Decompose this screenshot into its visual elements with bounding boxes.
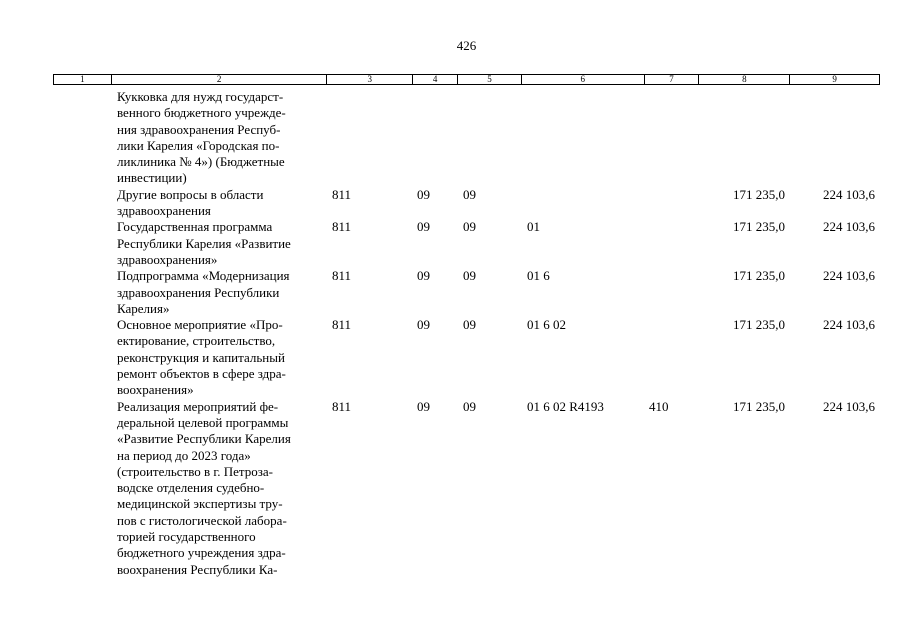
cell-target-article: 01 6 02 R4193 (527, 398, 604, 414)
cell-target-article: 01 6 (527, 268, 550, 284)
row-description: Реализация мероприятий фе- деральной целевой программы «Развитие Республики Карелия на период до 2023 года» (строительство в г. Петроза- водске отделения судебно- медицинской экспертизы тру- пов с гистологической лабора- торией государственного бюджетного учреждения здра- воохранения Республики Ка- (117, 398, 291, 577)
cell-amount-1: 171 235,0 (733, 317, 785, 333)
cell-subsection: 09 (463, 219, 476, 235)
table-row (117, 268, 897, 317)
cell-admin-code: 811 (332, 268, 352, 284)
cell-amount-1: 171 235,0 (733, 219, 785, 235)
cell-amount-2: 224 103,6 (823, 219, 875, 235)
header-col-9: 9 (832, 74, 837, 84)
cell-amount-1: 171 235,0 (733, 268, 785, 284)
cell-section: 09 (417, 268, 430, 284)
cell-amount-2: 224 103,6 (823, 268, 875, 284)
cell-amount-1: 171 235,0 (733, 398, 785, 414)
row-description: Государственная программа Республики Карелия «Развитие здравоохранения» (117, 219, 291, 267)
header-col-7: 7 (645, 75, 700, 84)
cell-target-article: 01 6 02 (527, 317, 566, 333)
cell-section: 09 (417, 219, 430, 235)
page-number: 426 (456, 38, 477, 53)
row-description: Кукковка для нужд государст- венного бюджетного учрежде- ния здравоохранения Респуб- лики Карелия «Городская по- ликлиника № 4») (Бюджетные инвестиции) (117, 89, 286, 186)
cell-expense-type: 410 (649, 398, 669, 414)
cell-subsection: 09 (463, 317, 476, 333)
table-body (117, 89, 897, 578)
table-row (117, 219, 897, 268)
header-col-8: 8 (699, 75, 790, 84)
cell-amount-2: 224 103,6 (823, 317, 875, 333)
row-description: Подпрограмма «Модернизация здравоохранения Республики Карелия» (117, 268, 290, 316)
cell-admin-code: 811 (332, 186, 352, 202)
row-description: Основное мероприятие «Про- ектирование, строительство, реконструкция и капитальный ремонт объектов в сфере здра- воохранения» (117, 317, 286, 398)
cell-admin-code: 811 (332, 219, 352, 235)
header-col-6: 6 (522, 75, 645, 84)
cell-subsection: 09 (463, 268, 476, 284)
cell-section: 09 (417, 398, 430, 414)
cell-admin-code: 811 (332, 398, 352, 414)
table-row (117, 399, 897, 578)
header-col-1: 1 (54, 75, 112, 84)
header-col-4: 4 (413, 75, 458, 84)
cell-subsection: 09 (463, 398, 476, 414)
header-col-3: 3 (327, 75, 413, 84)
cell-amount-2: 224 103,6 (823, 398, 875, 414)
cell-amount-1: 171 235,0 (733, 186, 785, 202)
header-col-2: 2 (112, 75, 327, 84)
row-description: Другие вопросы в области здравоохранения (117, 186, 264, 219)
header-col-5: 5 (458, 75, 522, 84)
cell-section: 09 (417, 317, 430, 333)
cell-target-article: 01 (527, 219, 540, 235)
cell-admin-code: 811 (332, 317, 352, 333)
cell-subsection: 09 (463, 186, 476, 202)
cell-section: 09 (417, 186, 430, 202)
table-row (117, 317, 897, 398)
cell-amount-2: 224 103,6 (823, 186, 875, 202)
table-header-row (53, 74, 880, 85)
table-row (117, 187, 897, 220)
table-row (117, 89, 897, 187)
